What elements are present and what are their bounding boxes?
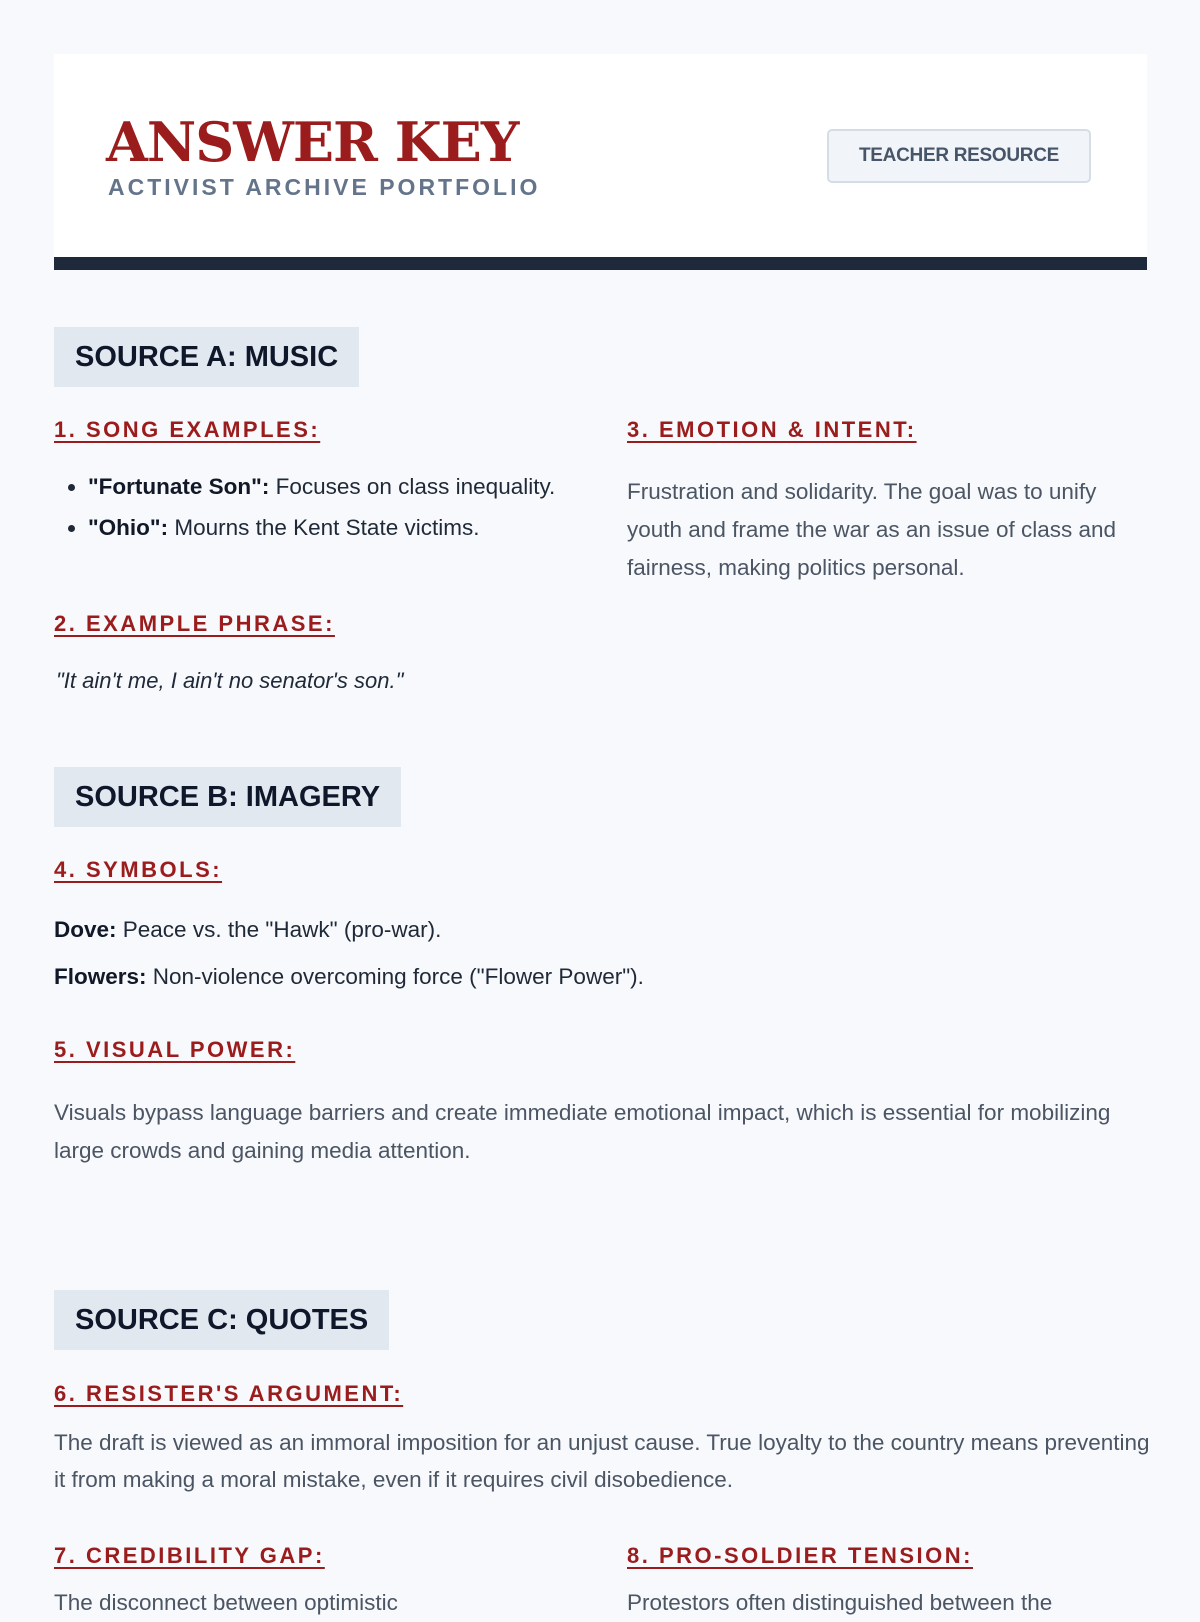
q7-heading: 7. CREDIBILITY GAP: (54, 1543, 325, 1568)
q6-answer: The draft is viewed as an immoral imposition for an unjust cause. True loyalty to the country means preventing it from making a moral mistake, even if it requires civil disobedience. (54, 1430, 1150, 1492)
song-term: "Fortunate Son": (88, 474, 270, 499)
example-phrase: "It ain't me, I ain't no senator's son." (56, 668, 404, 693)
source-c-label: SOURCE C: QUOTES (54, 1290, 389, 1350)
page-title: ANSWER KEY (106, 110, 519, 174)
symbol-desc: Peace vs. the "Hawk" (pro-war). (116, 917, 442, 942)
symbol-term: Flowers: (54, 964, 147, 989)
page-header (54, 54, 1147, 270)
source-b-label: SOURCE B: IMAGERY (54, 767, 401, 827)
q3-heading: 3. EMOTION & INTENT: (627, 417, 917, 442)
q7-answer: The disconnect between optimistic (54, 1590, 398, 1615)
q5-heading: 5. VISUAL POWER: (54, 1037, 296, 1062)
q8-heading: 8. PRO-SOLDIER TENSION: (627, 1543, 973, 1568)
symbol-item-dove (54, 917, 441, 943)
q6-heading: 6. RESISTER'S ARGUMENT: (54, 1381, 404, 1406)
song-examples-list (54, 470, 608, 552)
song-desc: Mourns the Kent State victims. (168, 515, 480, 540)
symbol-item-flowers (54, 964, 644, 990)
q3-answer: Frustration and solidarity. The goal was to unify youth and frame the war as an issue of class and fairness, making politics personal. (627, 479, 1117, 580)
list-item (88, 511, 608, 544)
song-term: "Ohio": (88, 515, 169, 540)
source-a-label: SOURCE A: MUSIC (54, 327, 359, 387)
q2-heading: 2. EXAMPLE PHRASE: (54, 611, 335, 636)
song-desc: Focuses on class inequality. (269, 474, 556, 499)
page-subtitle: ACTIVIST ARCHIVE PORTFOLIO (108, 174, 541, 200)
symbol-desc: Non-violence overcoming force ("Flower Power"). (146, 964, 644, 989)
q5-answer: Visuals bypass language barriers and create immediate emotional impact, which is essential for mobilizing large crowds and gaining media attention. (54, 1100, 1111, 1163)
q1-heading: 1. SONG EXAMPLES: (54, 417, 321, 442)
q8-answer: Protestors often distinguished between the (627, 1590, 1053, 1615)
q4-heading: 4. SYMBOLS: (54, 857, 223, 882)
teacher-resource-badge: TEACHER RESOURCE (827, 129, 1091, 183)
list-item (88, 470, 608, 503)
symbol-term: Dove: (54, 917, 117, 942)
